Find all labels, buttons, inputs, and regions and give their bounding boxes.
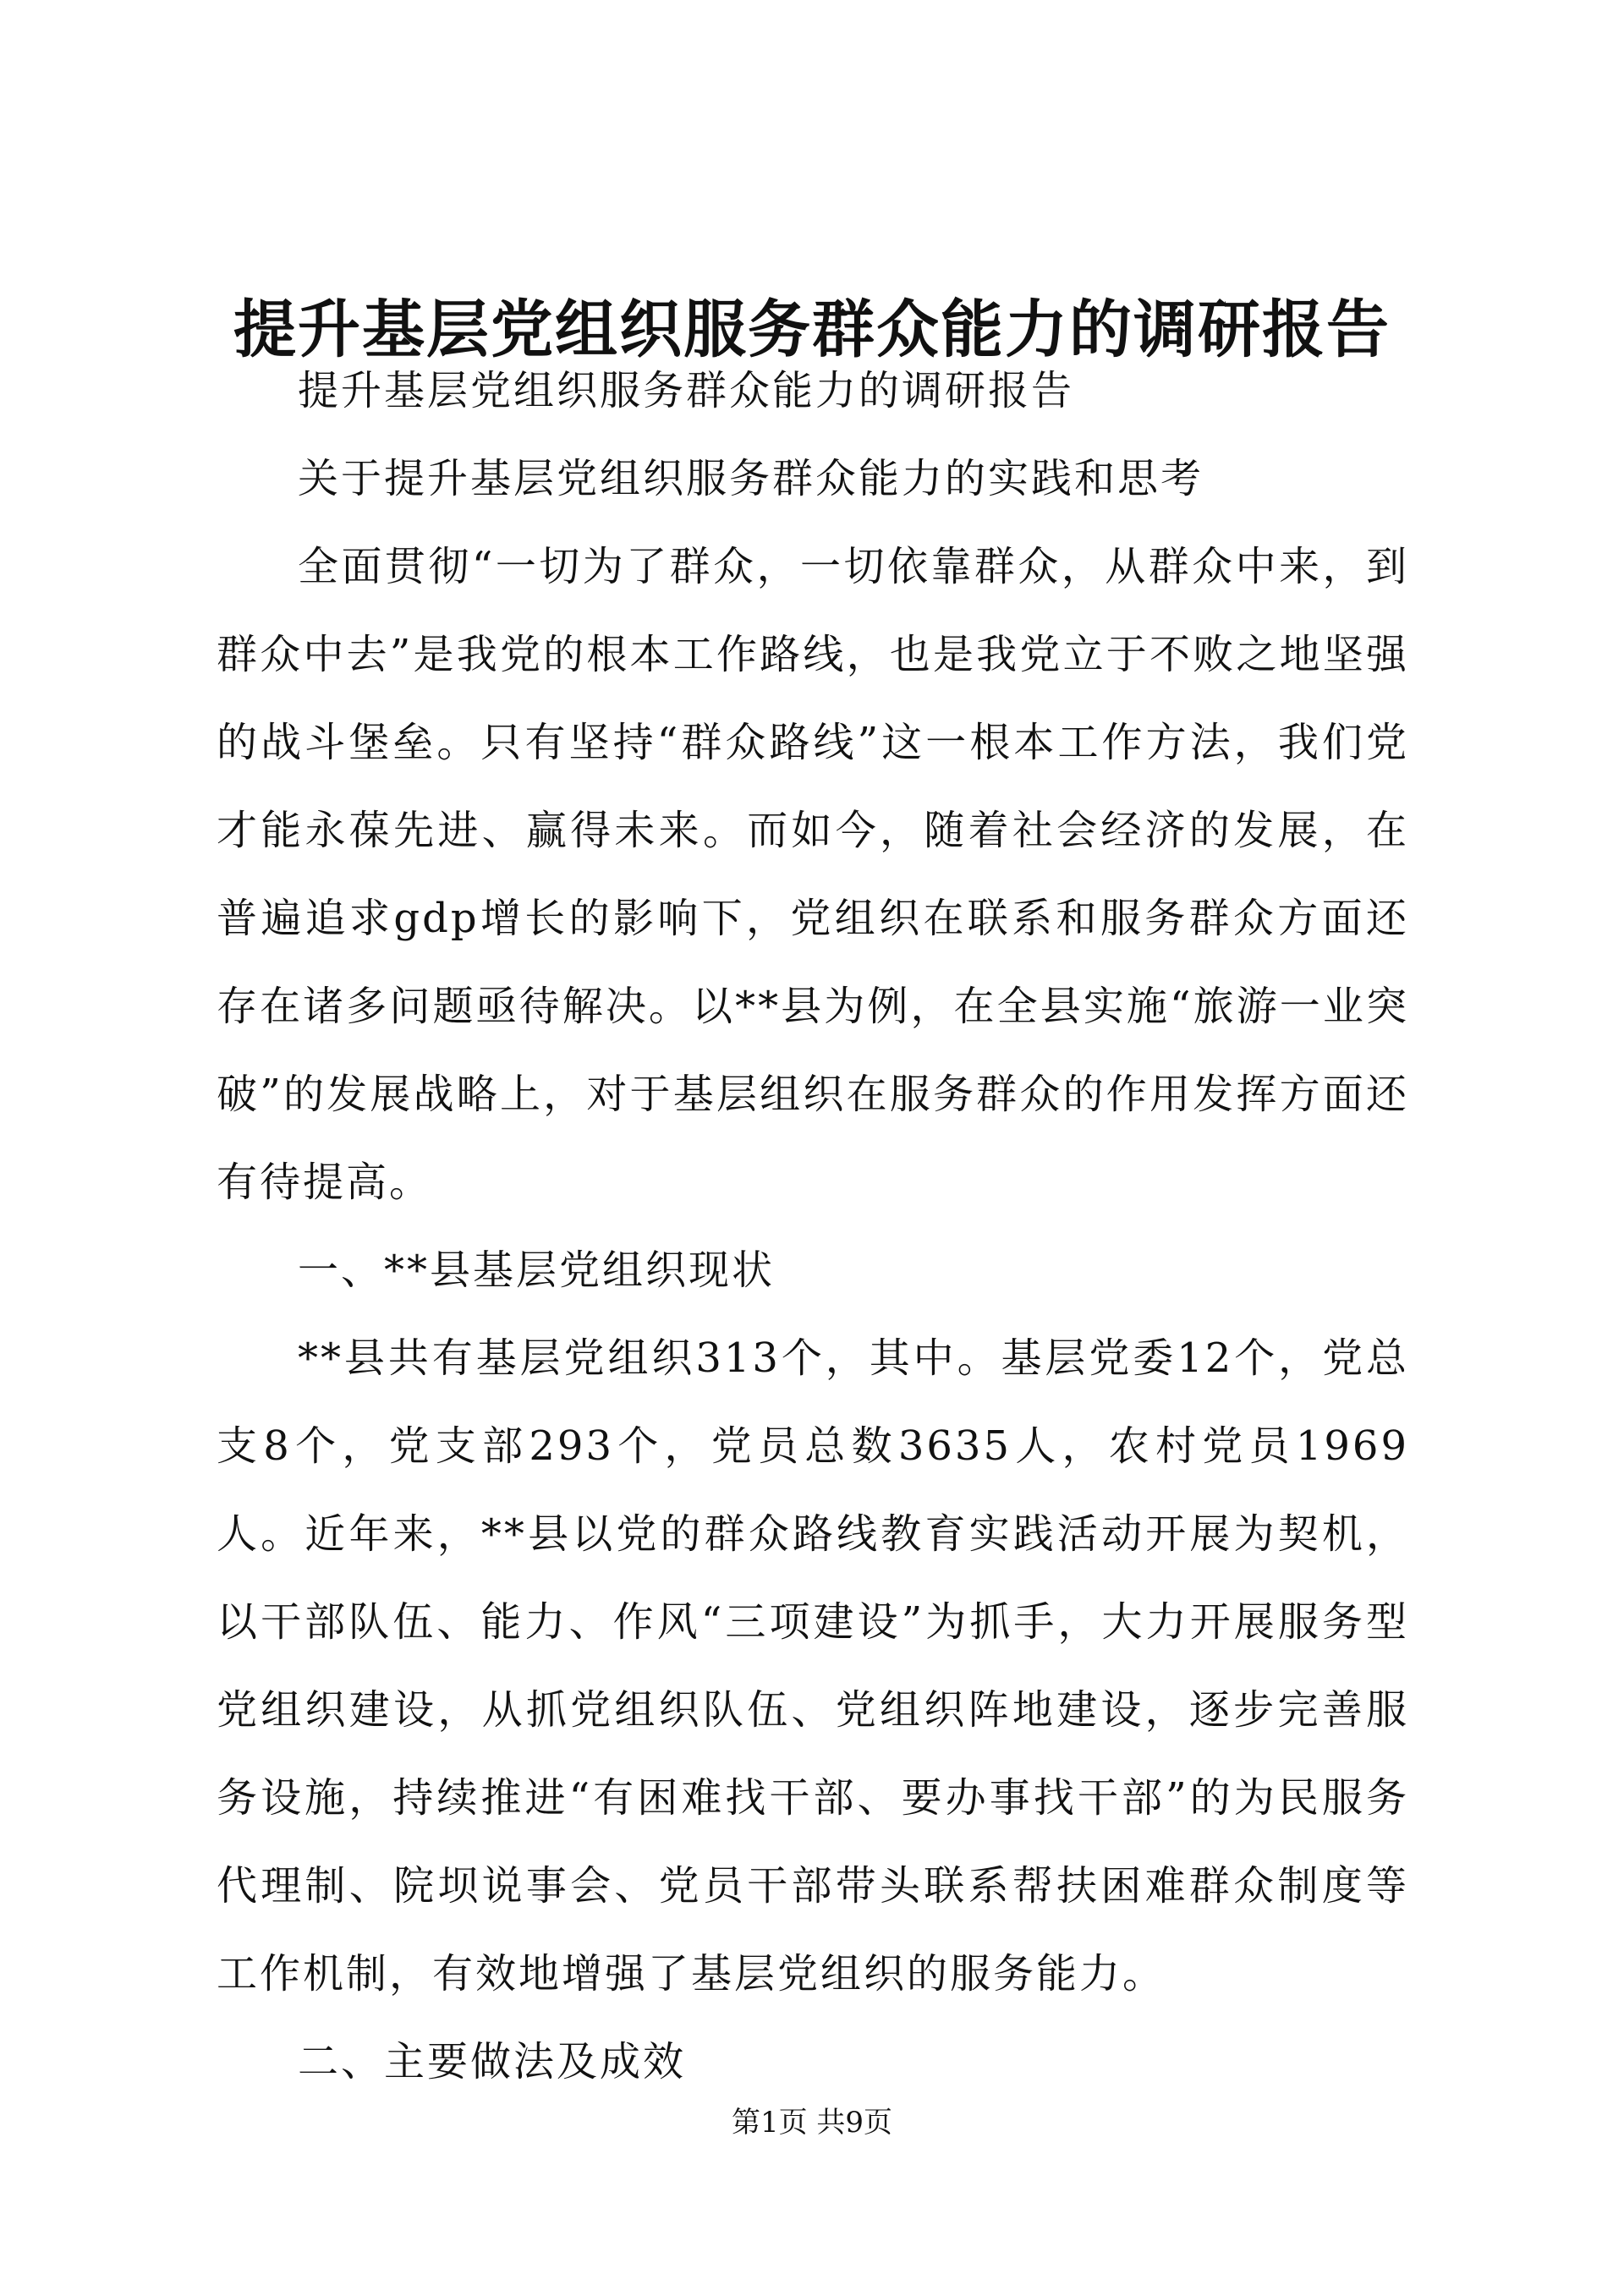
section-heading-2: 二、主要做法及成效 <box>298 2038 687 2085</box>
paragraph-status: **县共有基层党组织313个，其中。基层党委12个，党总支8个，党支部293个，党员总数3635人，农村党员1969人。近年来，**县以党的群众路线教育实践活动开展为契机，以干部队伍、能力、作风“三项建设”为抓手，大力开展服务型党组织建设，从抓党组织队伍、党组织阵地建设，逐步完善服务设施，持续推进“有困难找干部、要办事找干部”的为民服务代理制、院坝说事会、党员干部带头联系帮扶困难群众制度等工作机制，有效地增强了基层党组织的服务能力。 <box>217 1334 1409 1997</box>
paragraph-subtitle: 提升基层党组织服务群众能力的调研报告 <box>298 367 1075 414</box>
page-footer: 第1页 共9页 <box>731 2106 893 2140</box>
paragraph-topic: 关于提升基层党组织服务群众能力的实践和思考 <box>298 455 1204 502</box>
document-body <box>217 347 1409 2106</box>
section-heading-1: 一、**县基层党组织现状 <box>298 1247 776 1294</box>
document-title: 提升基层党组织服务群众能力的调研报告 <box>233 293 1391 366</box>
paragraph-intro: 全面贯彻“一切为了群众，一切依靠群众，从群众中来，到群众中去”是我党的根本工作路线，也是我党立于不败之地坚强的战斗堡垒。只有坚持“群众路线”这一根本工作方法，我们党才能永葆先进、赢得未来。而如今，随着社会经济的发展，在普遍追求gdp增长的影响下，党组织在联系和服务群众方面还存在诸多问题亟待解决。以**县为例，在全县实施“旅游一业突破”的发展战略上，对于基层组织在服务群众的作用发挥方面还有待提高。 <box>217 543 1409 1206</box>
